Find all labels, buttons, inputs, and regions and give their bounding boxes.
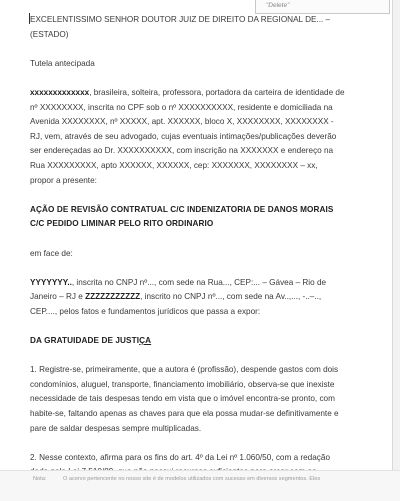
blank-line (30, 232, 362, 247)
paragraph-line: habite-se, faltando apenas as chaves para que ela possa mudar-se definitivamente e (30, 409, 339, 419)
document-body[interactable] (30, 13, 362, 480)
section-heading (30, 334, 362, 349)
paragraph-line: necessidade de tais despesas tendo em vista que o imóvel encontra-se pronto, com (30, 394, 335, 404)
delete-comment-balloon[interactable] (255, 0, 390, 14)
footer-note (0, 470, 400, 501)
line-rest: , brasileira, solteira, professora, portadora da carteira de identidade de (89, 87, 345, 97)
action-title-line-1: AÇÃO DE REVISÃO CONTRATUAL C/C INDENIZATORIA DE DANOS MORAIS (30, 204, 334, 214)
line-rest: , inscrito no CNPJ nº..., com sede na Av..,..., -..–.., (140, 292, 322, 302)
paragraph-line (30, 276, 362, 291)
em-face-line: em face de: (30, 248, 73, 258)
line-rest: , inscrita no CNPJ nº..., com sede na Rua..., CEP:... – Gávea – Rio de (71, 277, 327, 287)
blank-line (30, 436, 362, 451)
blank-line (30, 71, 362, 86)
paragraph-line (30, 290, 362, 305)
section-heading-text: DA GRATUIDADE DE JUSTI (30, 336, 140, 346)
blank-line (30, 188, 362, 203)
defendant-2-name: ZZZZZZZZZZZ (85, 292, 141, 302)
paragraph-line: 2. Nesse contexto, afirma para os fins do art. 4º da Lei nº 1.060/50, com a redação (30, 452, 330, 462)
court-header-line-2: (ESTADO) (30, 29, 69, 39)
blank-line (30, 349, 362, 364)
paragraph-line: nº XXXXXXXX, inscrita no CPF sob o nº XXXXXXXXXX, residente e domiciliada na (30, 102, 333, 112)
blank-line (30, 319, 362, 334)
paragraph-line: pare de saldar despesas sempre multiplicadas. (30, 423, 202, 433)
tutela-line: Tutela antecipada (30, 58, 95, 68)
paragraph-line: 1. Registre-se, primeiramente, que a autora é (profissão), despende gastos com dois (30, 365, 339, 375)
comment-text: "Delete" (266, 2, 290, 9)
paragraph-line (30, 86, 362, 101)
line-start: Janeiro – RJ e (30, 292, 86, 302)
blank-line (30, 261, 362, 276)
action-title-line-2: C/C PEDIDO LIMINAR PELO RITO ORDINARIO (30, 219, 214, 229)
defendant-1-name: YYYYYYY.. (30, 277, 72, 287)
paragraph-line: ser endereçadas ao Dr. XXXXXXXXXX, com inscrição na XXXXXXX e endereço na (30, 146, 334, 156)
paragraph-line: condomínios, aluguel, transporte, financiamento imobiliário, observa-se que inexiste (30, 379, 335, 389)
plaintiff-name: xxxxxxxxxxxxx (30, 87, 90, 97)
court-header-line-1: EXCELENTISSIMO SENHOR DOUTOR JUIZ DE DIREITO DA REGIONAL DE... – (30, 15, 331, 24)
paragraph-line: Rua XXXXXXXXX, apto XXXXXX, XXXXXX, cep: XXXXXXX, XXXXXXXX – xx, (30, 160, 318, 170)
paragraph-line: Avenida XXXXXXXX, nº XXXXX, apt. XXXXXX, bloco X, XXXXXXXX, XXXXXXXX - (30, 117, 334, 127)
paragraph-line: propor a presente: (30, 175, 97, 185)
paragraph-1 (30, 363, 362, 436)
footer-label: Nota: (33, 476, 47, 482)
blank-line (30, 42, 362, 57)
section-heading-underlined: ÇA (139, 336, 152, 346)
defendant-paragraph (30, 276, 362, 320)
paragraph-line: RJ, vem, através de seu advogado, cujas eventuais intimações/publicações deverão (30, 131, 337, 141)
plaintiff-paragraph (30, 86, 362, 188)
footer-text: O acervo pertencente no nosso site é de modelos utilizados com sucesso em diversos segmentos. Eles (63, 476, 321, 482)
paragraph-line: CEP...., pelos fatos e fundamentos jurídicos que passa a expor: (30, 306, 261, 316)
